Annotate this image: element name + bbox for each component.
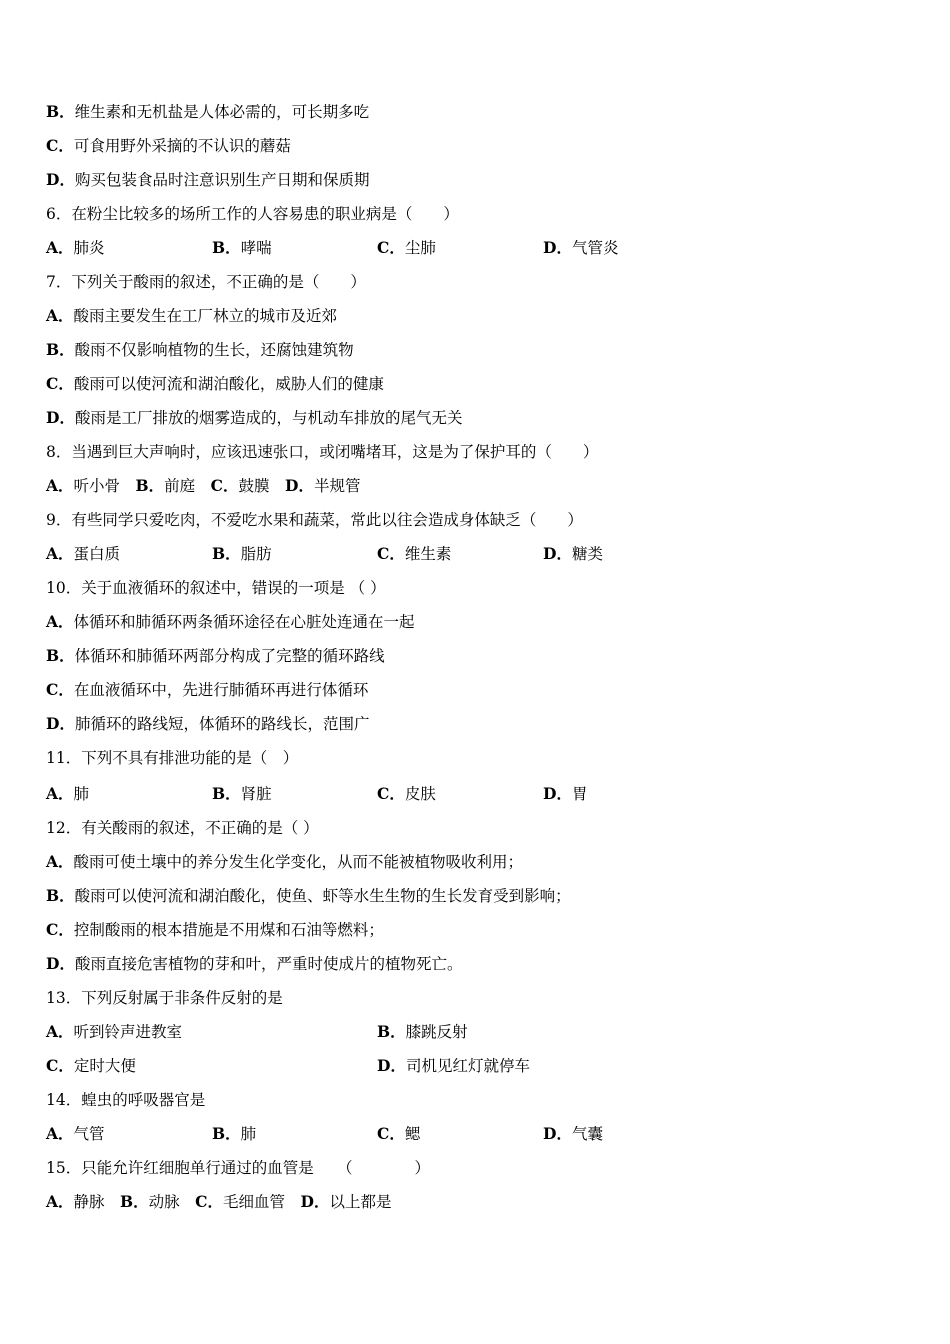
option-text: 静脉 B．动脉 C．毛细血管 D．以上都是 <box>73 1192 392 1211</box>
option-text: 酸雨直接危害植物的芽和叶，严重时使成片的植物死亡。 <box>74 955 463 973</box>
option-line <box>46 476 361 496</box>
option-key: A． <box>46 306 74 325</box>
option-key: D． <box>543 238 572 257</box>
option-text: 胃 <box>571 785 588 803</box>
option-key: B． <box>212 784 241 803</box>
option-line <box>46 920 384 940</box>
option-key: D． <box>543 544 572 563</box>
option-key: D． <box>377 1056 406 1075</box>
option-key: B． <box>212 238 241 257</box>
option-text: 酸雨可以使河流和湖泊酸化，使鱼、虾等水生生物的生长发育受到影响； <box>74 887 571 905</box>
option-key: B． <box>46 102 75 121</box>
option-row <box>46 1124 906 1144</box>
option-key: A． <box>46 476 74 495</box>
option-line <box>46 886 571 906</box>
option-line <box>46 852 523 872</box>
option-key: B． <box>46 646 75 665</box>
option-text: 购买包装食品时注意识别生产日期和保质期 <box>74 171 370 189</box>
option-key: A． <box>46 612 74 631</box>
option-text: 酸雨不仅影响植物的生长，还腐蚀建筑物 <box>74 341 354 359</box>
option-line <box>46 340 354 360</box>
option-text: 肺循环的路线短，体循环的路线长，范围广 <box>74 715 370 733</box>
answer-option <box>377 544 451 564</box>
text-line: 14．蝗虫的呼吸器官是 <box>46 1091 206 1109</box>
text-line: 8．当遇到巨大声响时，应该迅速张口，或闭嘴堵耳，这是为了保护耳的（ ） <box>46 443 599 461</box>
option-key: C． <box>46 920 74 939</box>
option-key: C． <box>46 680 74 699</box>
answer-option <box>212 544 272 564</box>
option-text: 在血液循环中，先进行肺循环再进行体循环 <box>73 681 369 699</box>
option-text: 肺 <box>73 785 90 803</box>
option-key: C． <box>377 544 405 563</box>
option-line <box>46 714 369 734</box>
answer-option <box>212 238 272 258</box>
option-text: 司机见红灯就停车 <box>405 1057 530 1075</box>
option-text: 皮肤 <box>404 785 436 803</box>
answer-option <box>377 784 436 804</box>
option-text: 维生素和无机盐是人体必需的，可长期多吃 <box>74 103 370 121</box>
option-line <box>46 136 291 156</box>
option-text: 肺炎 <box>73 239 105 257</box>
option-text: 鳃 <box>404 1125 421 1143</box>
option-text: 体循环和肺循环两部分构成了完整的循环路线 <box>74 647 385 665</box>
answer-option <box>46 784 89 804</box>
answer-option <box>212 784 272 804</box>
option-text: 脂肪 <box>240 545 272 563</box>
option-text: 气管 <box>73 1125 105 1143</box>
answer-option <box>377 1124 420 1144</box>
option-text: 肾脏 <box>240 785 272 803</box>
answer-option <box>212 1124 256 1144</box>
option-key: D． <box>46 714 75 733</box>
option-text: 气管炎 <box>571 239 619 257</box>
option-text: 维生素 <box>404 545 452 563</box>
option-key: D． <box>46 170 75 189</box>
text-line: 15．只能允许红细胞单行通过的血管是 （ ） <box>46 1159 430 1177</box>
option-key: A． <box>46 1192 74 1211</box>
option-key: D． <box>46 954 75 973</box>
option-key: C． <box>377 1124 405 1143</box>
option-key: A． <box>46 238 74 257</box>
answer-option <box>46 238 105 258</box>
option-text: 尘肺 <box>404 239 436 257</box>
option-key: B． <box>212 1124 241 1143</box>
option-text: 定时大便 <box>73 1057 136 1075</box>
option-line <box>46 374 384 394</box>
option-text: 肺 <box>240 1125 257 1143</box>
answer-option <box>543 1124 603 1144</box>
option-key: B． <box>212 544 241 563</box>
option-key: B． <box>46 886 75 905</box>
option-text: 哮喘 <box>240 239 272 257</box>
option-text: 酸雨可使土壤中的养分发生化学变化，从而不能被植物吸收利用； <box>73 853 524 871</box>
option-key: A． <box>46 1022 74 1041</box>
option-key: D． <box>543 1124 572 1143</box>
text-line: 10．关于血液循环的叙述中，错误的一项是 （ ） <box>46 579 386 597</box>
option-text: 酸雨可以使河流和湖泊酸化，威胁人们的健康 <box>73 375 384 393</box>
option-text: 听小骨 B．前庭 C．鼓膜 D．半规管 <box>73 476 361 495</box>
option-line <box>46 170 369 190</box>
text-line: 11．下列不具有排泄功能的是（ ） <box>46 749 299 767</box>
option-line <box>46 408 462 428</box>
option-row <box>46 784 906 804</box>
answer-option <box>377 1056 530 1076</box>
option-row <box>46 238 906 258</box>
option-text: 酸雨是工厂排放的烟雾造成的，与机动车排放的尾气无关 <box>74 409 463 427</box>
answer-option <box>377 238 436 258</box>
option-text: 控制酸雨的根本措施是不用煤和石油等燃料； <box>73 921 384 939</box>
text-line: 9．有些同学只爱吃肉，不爱吃水果和蔬菜，常此以往会造成身体缺乏（ ） <box>46 511 583 529</box>
option-line <box>46 1192 392 1212</box>
option-text: 蛋白质 <box>73 545 121 563</box>
option-text: 酸雨主要发生在工厂林立的城市及近郊 <box>73 307 338 325</box>
option-key: B． <box>46 340 75 359</box>
answer-option <box>377 1022 468 1042</box>
option-key: A． <box>46 784 74 803</box>
option-text: 膝跳反射 <box>405 1023 468 1041</box>
option-text: 糖类 <box>571 545 603 563</box>
option-line <box>46 102 369 122</box>
option-line <box>46 646 385 666</box>
option-key: C． <box>46 1056 74 1075</box>
text-line: 12．有关酸雨的叙述，不正确的是（ ） <box>46 819 319 837</box>
option-key: D． <box>543 784 572 803</box>
option-key: C． <box>377 238 405 257</box>
option-text: 可食用野外采摘的不认识的蘑菇 <box>73 137 291 155</box>
answer-option <box>46 1124 105 1144</box>
option-line <box>46 954 462 974</box>
option-key: A． <box>46 544 74 563</box>
option-key: D． <box>46 408 75 427</box>
option-key: B． <box>377 1022 406 1041</box>
option-text: 听到铃声进教室 <box>73 1023 183 1041</box>
option-line <box>46 680 368 700</box>
option-key: A． <box>46 1124 74 1143</box>
option-line <box>46 306 337 326</box>
option-key: A． <box>46 852 74 871</box>
text-line: 6．在粉尘比较多的场所工作的人容易患的职业病是（ ） <box>46 205 459 223</box>
answer-option <box>46 1056 136 1076</box>
option-row <box>46 544 906 564</box>
option-key: C． <box>46 374 74 393</box>
option-key: C． <box>46 136 74 155</box>
text-line: 13．下列反射属于非条件反射的是 <box>46 989 283 1007</box>
option-line <box>46 612 415 632</box>
answer-option <box>46 1022 182 1042</box>
option-text: 气囊 <box>571 1125 603 1143</box>
option-row <box>46 1056 906 1076</box>
option-row <box>46 1022 906 1042</box>
option-text: 体循环和肺循环两条循环途径在心脏处连通在一起 <box>73 613 415 631</box>
answer-option <box>543 238 618 258</box>
answer-option <box>46 544 120 564</box>
text-line: 7．下列关于酸雨的叙述，不正确的是（ ） <box>46 273 366 291</box>
answer-option <box>543 544 603 564</box>
answer-option <box>543 784 587 804</box>
option-key: C． <box>377 784 405 803</box>
